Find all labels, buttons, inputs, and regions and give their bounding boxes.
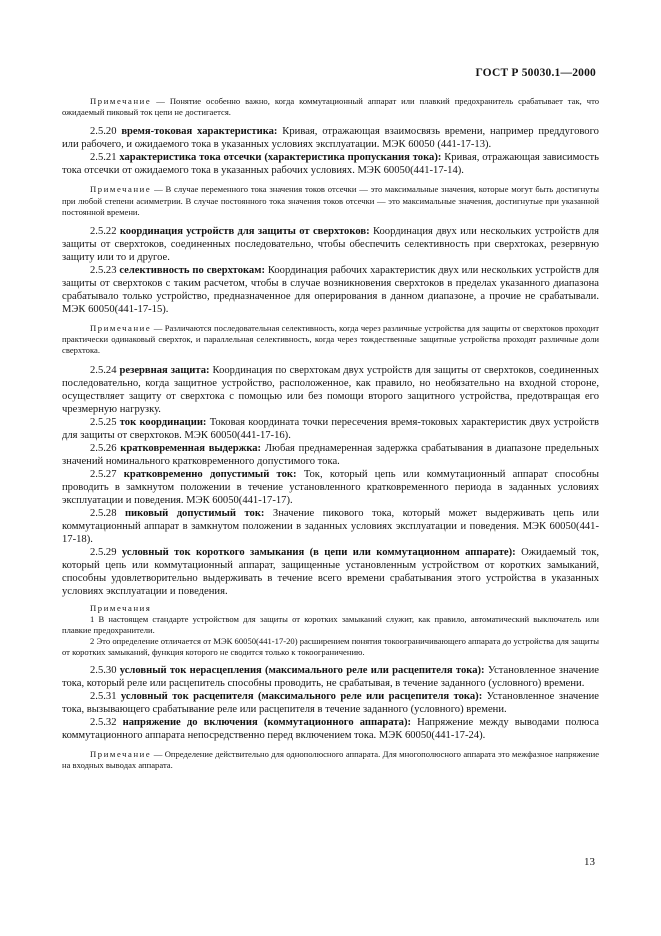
note-dash: — — [151, 96, 170, 106]
note-paragraph — [62, 323, 599, 357]
section-number: 2.5.28 — [90, 507, 117, 519]
section-text: Напряжение между выводами полюса коммутационного аппарата непосредственно перед включением тока. МЭК 60050(441-17-24). — [62, 716, 599, 741]
note-label: Примечание — [90, 96, 152, 106]
section-2-5-21 — [62, 151, 599, 177]
section-text: Кривая, отражающая зависимость тока отсечки от ожидаемого тока в указанных рабочих условиях. МЭК 60050(441-17-14). — [62, 152, 599, 177]
note-paragraph — [62, 184, 599, 218]
section-text: Координация двух или нескольких устройств для защиты от сверхтоков, соединенных последовательно, чтобы обеспечить селективность при сверхтоках, резервную защиту или то и другое. — [62, 226, 599, 264]
section-term: пиковый допустимый ток: — [124, 507, 265, 519]
section-text: Значение пикового тока, который может выдерживать цепь или коммутационный аппарат в замкнутом положении в заданных условиях эксплуатации и поведения. МЭК 60050(441-17-18). — [62, 507, 599, 545]
section-term: координация устройств для защиты от сверхтоков: — [119, 226, 370, 238]
section-term: условный ток расцепителя (максимального реле или расцепителя тока): — [120, 690, 483, 702]
section-2-5-27 — [62, 468, 599, 507]
section-2-5-26 — [62, 442, 599, 468]
note-dash: — — [151, 748, 165, 759]
section-2-5-22 — [62, 225, 599, 264]
section-text: Установленное значение тока, вызывающего срабатывание реле или расцепителя в течение заданного (условного) времени. — [62, 690, 599, 715]
section-2-5-28 — [62, 507, 599, 546]
document-header: ГОСТ Р 50030.1—2000 — [475, 67, 596, 79]
section-term: время-токовая характеристика: — [121, 126, 278, 138]
note-dash: — — [151, 323, 165, 334]
page-number: 13 — [584, 856, 595, 868]
section-term: условный ток короткого замыкания (в цепи или коммутационном аппарате): — [121, 546, 516, 558]
document-body — [62, 96, 599, 771]
section-term: кратковременно допустимый ток: — [123, 468, 297, 480]
section-number: 2.5.26 — [90, 442, 117, 454]
section-2-5-23 — [62, 264, 599, 316]
section-text: Установленное значение тока, который реле или расцепитель способны проводить, не срабатывая, в течение заданного (условного) времени. — [62, 664, 599, 689]
section-2-5-24 — [62, 364, 599, 416]
note-text: В случае переменного тока значения токов отсечки — это максимальные значения, которые могут быть достигнуты при любой степени асимметрии. В случае постоянного тока значения токов отсечки — это максимальные значения, достигнутые при указанной постоянной времени. — [62, 184, 599, 217]
section-2-5-20 — [62, 125, 599, 151]
section-text: Ожидаемый ток, который цепь или коммутационный аппарат, защищенные установленным устройством от коротких замыканий, способны удовлетворительно выдерживать в течение всего времени срабатывания этого устройства в указанных условиях эксплуатации и поведения. — [62, 546, 599, 597]
note-item-1: 1 В настоящем стандарте устройством для защиты от коротких замыканий служит, как правило, автоматический выключатель или плавкие предохранители. — [62, 613, 599, 636]
note-dash: — — [151, 184, 166, 195]
section-term: кратковременная выдержка: — [120, 442, 262, 454]
note-label: Примечание — [90, 323, 152, 334]
section-term: селективность по сверхтокам: — [119, 265, 265, 277]
section-text: Координация по сверхтокам двух устройств для защиты от сверхтоков, соединенных последовательно, когда защитное устройство, расположенное, как правило, но необязательно на входной стороне, осуществляет защиту от сверхтока с помощью или без помощи второго защитного устройства, предотвращая его чрезмерную нагрузку. — [62, 364, 599, 415]
note-item-2: 2 Это определение отличается от МЭК 60050(441-17-20) расширением понятия токоограничивающего аппарата до устройства для защиты от коротких замыканий, функция которого не сводится только к токоограничению. — [62, 636, 599, 658]
note-label: Примечание — [90, 748, 152, 759]
section-2-5-30 — [62, 664, 599, 690]
section-number: 2.5.29 — [90, 546, 117, 558]
note-paragraph — [62, 749, 599, 771]
note-paragraph — [62, 96, 599, 118]
section-text: Координация рабочих характеристик двух или нескольких устройств для защиты от сверхтоков с таким расчетом, чтобы в случае возникновения сверхтоков в пределах указанного диапазона срабатывало только устройство, предназначенное для оперирования в данном диапазоне, а прочие не срабатывали. МЭК 60050(441-17-15). — [62, 265, 599, 316]
section-number: 2.5.20 — [90, 126, 117, 138]
section-number: 2.5.27 — [90, 468, 117, 480]
section-term: напряжение до включения (коммутационного аппарата): — [122, 716, 412, 728]
section-number: 2.5.30 — [90, 664, 117, 676]
section-number: 2.5.23 — [90, 265, 117, 277]
note-text: Различаются последовательная селективность, когда через различные устройства для защиты от сверхтоков проходит практически одинаковый сверхток, и параллельная селективность, когда через тождественные защитные устройства проходят различные доли сверхтока. — [62, 323, 599, 356]
section-number: 2.5.22 — [90, 226, 117, 238]
notes-heading: Примечания — [90, 602, 152, 613]
section-text: Токовая координата точки пересечения время-токовых характеристик двух устройств для защиты от сверхтоков. МЭК 60050(441-17-16). — [62, 416, 599, 441]
note-label: Примечание — [90, 184, 152, 195]
note-text: Понятие особенно важно, когда коммутационный аппарат или плавкий предохранитель срабатывает так, что ожидаемый пиковый ток цепи не достигается. — [62, 96, 600, 118]
section-2-5-29 — [62, 546, 599, 598]
section-number: 2.5.31 — [90, 690, 117, 702]
section-text: Ток, который цепь или коммутационный аппарат способны проводить в замкнутом положении в течение установленного кратковременного периода в заданных условиях эксплуатации и поведения. МЭК 60050(441-17-17). — [62, 468, 599, 506]
section-term: ток координации: — [119, 416, 207, 428]
section-2-5-31 — [62, 690, 599, 716]
section-number: 2.5.24 — [90, 364, 117, 376]
note-text: Определение действительно для однополюсного аппарата. Для многополюсного аппарата это межфазное напряжение на входных выводах аппарата. — [62, 748, 600, 770]
section-2-5-32 — [62, 716, 599, 742]
section-number: 2.5.21 — [90, 152, 117, 164]
section-term: условный ток нерасцепления (максимального реле или расцепителя тока): — [119, 664, 485, 676]
section-2-5-25 — [62, 416, 599, 442]
section-term: характеристика тока отсечки (характеристика пропускания тока): — [119, 152, 442, 164]
section-text: Кривая, отражающая взаимосвязь времени, например преддугового или рабочего, и ожидаемого тока в указанных условиях эксплуатации. МЭК 60050 (441-17-13). — [62, 126, 599, 151]
section-number: 2.5.32 — [90, 716, 117, 728]
section-text: Любая преднамеренная задержка срабатывания в диапазоне предельных значений номинального кратковременного допустимого тока. — [62, 442, 600, 467]
section-number: 2.5.25 — [90, 416, 117, 428]
section-term: резервная защита: — [119, 364, 210, 376]
